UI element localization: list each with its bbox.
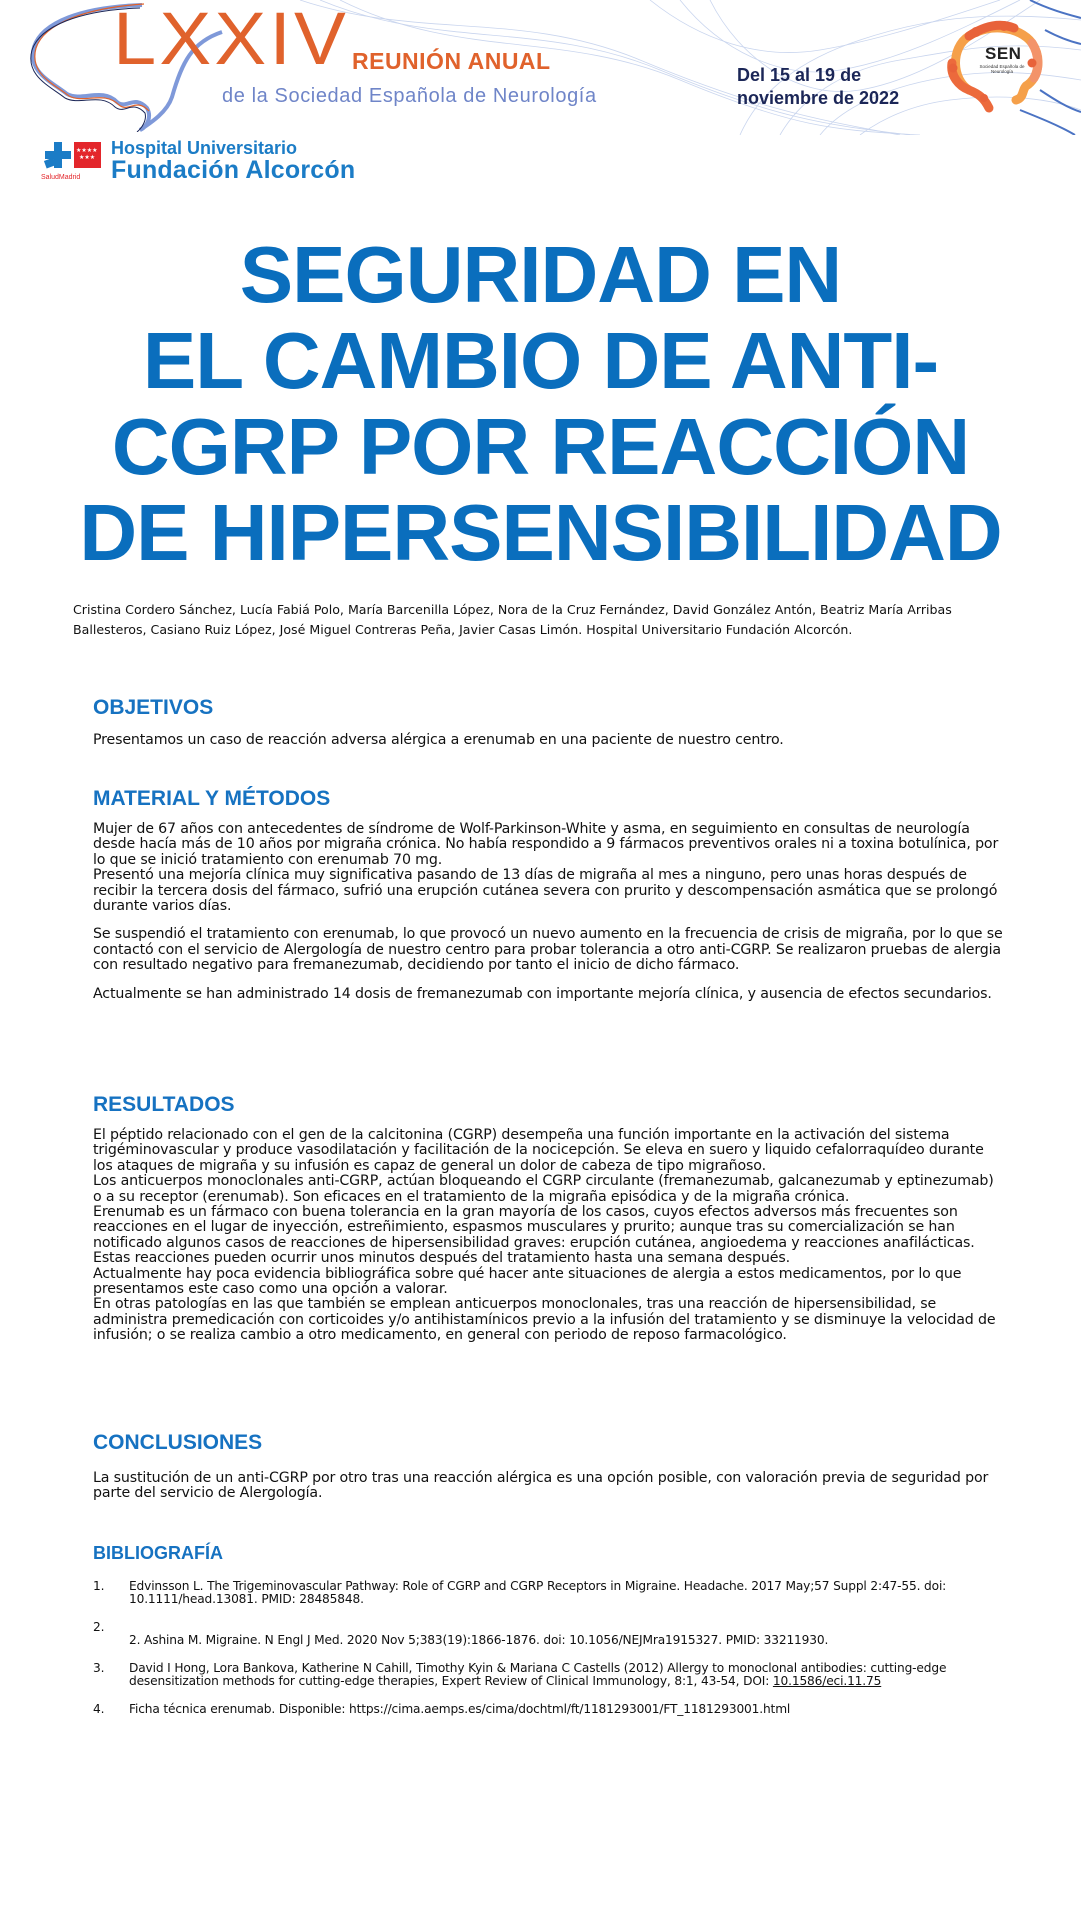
event-number: LXXIV [113,0,350,80]
conclusiones-paragraph: La sustitución de un anti-CGRP por otro tras una reacción alérgica es una opción posible, con valoración previa de seguridad por parte del servicio de Alergología. [93,1470,989,1502]
section-heading-material-metodos: MATERIAL Y MÉTODOS [93,787,331,810]
material-paragraph-4: Actualmente se han administrado 14 dosis de fremanezumab con importante mejoría clínica, y ausencia de efectos secundarios. [93,985,992,1002]
reference-item [93,1580,1003,1606]
section-heading-resultados: RESULTADOS [93,1093,235,1116]
hospital-name-line-2: Fundación Alcorcón [111,156,356,184]
resultados-text [93,1128,1003,1344]
authors-list [73,600,1003,640]
authors-line-2: Ballesteros, Casiano Ruiz López, José Miguel Contreras Peña, Javier Casas Limón. Hospital Universitario Fundación Alcorcón. [73,622,853,637]
title-line-2: EL CAMBIO DE ANTI- [142,316,939,405]
objetivos-text [93,733,1003,748]
sen-logo-subtitle: Sociedad Española de Neurología [979,64,1025,74]
authors-line-1: Cristina Cordero Sánchez, Lucía Fabiá Polo, María Barcenilla López, Nora de la Cruz Fernández, David González Antón, Beatriz María Arribas [73,602,952,617]
reference-text: David I Hong, Lora Bankova, Katherine N Cahill, Timothy Kyin & Mariana C Castells (2012) Allergy to monoclonal antibodies: cutting-edge desensitization methods for cutting-edge therapies, Expert Review of Clinical Immunology, 8:1, 43-54, DOI: [129,1661,947,1688]
hospital-name-line-1: Hospital Universitario [111,138,298,158]
congress-banner [0,0,1081,135]
dates-line-1: Del 15 al 19 de [737,65,862,85]
section-heading-bibliografia: BIBLIOGRAFÍA [93,1543,223,1563]
svg-text:★★★: ★★★ [79,154,96,161]
event-dates [737,64,899,110]
resultados-paragraph-3: Erenumab es un fármaco con buena tolerancia en la gran mayoría de los casos, cuyos efectos adversos más frecuentes son reacciones en el lugar de inyección, estreñimiento, espasmos musculares y prurito; aunque tras su comercialización se han notificado algunos casos de reacciones de hipersensibilidad graves: erupción cutánea, angioedema y reacciones anafilácticas. Estas reacciones pueden ocurrir unos minutos después del tratamiento hasta una semana después. [93,1204,975,1267]
society-name: de la Sociedad Española de Neurología [222,85,597,107]
resultados-paragraph-5: En otras patologías en las que también se emplean anticuerpos monoclonales, tras una reacción de hipersensibilidad, se administra premedicación con corticoides y/o antihistamínicos previo a la infusión del tratamiento y se disminuye la velocidad de infusión; o se realiza cambio a otro medicamento, en general con periodo de reposo farmacológico. [93,1296,996,1344]
material-paragraph-1: Mujer de 67 años con antecedentes de síndrome de Wolf-Parkinson-White y asma, en seguimiento en consultas de neurología desde hacía más de 10 años por migraña crónica. No había respondido a 9 fármacos preventivos orales ni a toxina botulínica, por lo que se inició tratamiento con erenumab 70 mg. [93,821,999,868]
reference-item [93,1662,1003,1688]
title-line-3: CGRP POR REACCIÓN [111,402,970,491]
reference-item [93,1621,1003,1647]
objetivos-paragraph: Presentamos un caso de reacción adversa alérgica a erenumab en una paciente de nuestro centro. [93,732,784,748]
section-heading-objetivos: OBJETIVOS [93,696,214,719]
dates-line-2: noviembre de 2022 [737,88,900,108]
title-line-1: SEGURIDAD EN [239,230,842,319]
material-metodos-text [93,822,1003,1002]
poster-title [0,232,1081,576]
resultados-paragraph-2: Los anticuerpos monoclonales anti-CGRP, actúan bloqueando el CGRP circulante (fremanezumab, galcanezumab y eptinezumab) o a su receptor (erenumab). Son eficaces en el tratamiento de la migraña episódica y de la migraña crónica. [93,1173,994,1205]
resultados-paragraph-4: Actualmente hay poca evidencia bibliográfica sobre qué hacer ante situaciones de alergia a estos medicamentos, por lo que presentamos este caso como una opción a valorar. [93,1265,962,1298]
reference-item [93,1703,1003,1716]
saludmadrid-label: SaludMadrid [41,174,81,181]
reference-text: Edvinsson L. The Trigeminovascular Pathway: Role of CGRP and CGRP Receptors in Migraine. Headache. 2017 May;57 Suppl 2:47-55. doi: 10.1111/head.13081. PMID: 28485848. [129,1579,947,1606]
reference-text: Ficha técnica erenumab. Disponible: https://cima.aemps.es/cima/dochtml/ft/1181293001/FT_1181293001.html [129,1702,791,1716]
reference-text: 2. Ashina M. Migraine. N Engl J Med. 2020 Nov 5;383(19):1866-1876. doi: 10.1056/NEJMra1915327. PMID: 33211930. [129,1633,829,1647]
doi-link[interactable]: 10.1586/eci.11.75 [772,1674,882,1688]
references-list [93,1580,1003,1731]
material-paragraph-3: Se suspendió el tratamiento con erenumab, lo que provocó un nuevo aumento en la frecuencia de crisis de migraña, por lo que se contactó con el servicio de Alergología de nuestro centro para probar tolerancia a otro anti-CGRP. Se realizaron pruebas de alergia con resultado negativo para fremanezumab, decidiendo por tanto el inicio de dicho fármaco. [93,926,1003,974]
title-line-4: DE HIPERSENSIBILIDAD [79,488,1002,577]
reference-number: 1. [93,1579,105,1593]
sen-logo-text: SEN [985,44,1022,63]
svg-text:★★★★: ★★★★ [76,147,98,154]
material-paragraph-2: Presentó una mejoría clínica muy significativa pasando de 13 días de migraña al mes a ninguno, pero unas horas después de recibir la tercera dosis del fármaco, sufrió una erupción cutánea severa con prurito y descompensación asmática que se prolongó durante varios días. [93,867,998,915]
resultados-paragraph-1: El péptido relacionado con el gen de la calcitonina (CGRP) desempeña una función importante en la activación del sistema trigéminovascular y produce vasodilatación y facilitación de la nocicepción. Se eleva en suero y liquido cefalorraquídeo durante los ataques de migraña y su infusión es capaz de general un dolor de cabeza de tipo migrañoso. [93,1127,984,1174]
event-name: REUNIÓN ANUAL [352,48,551,74]
section-heading-conclusiones: CONCLUSIONES [93,1431,263,1454]
reference-number: 2. [93,1620,105,1634]
conclusiones-text [93,1471,1003,1502]
reference-number: 3. [93,1661,105,1675]
reference-number: 4. [93,1702,105,1716]
